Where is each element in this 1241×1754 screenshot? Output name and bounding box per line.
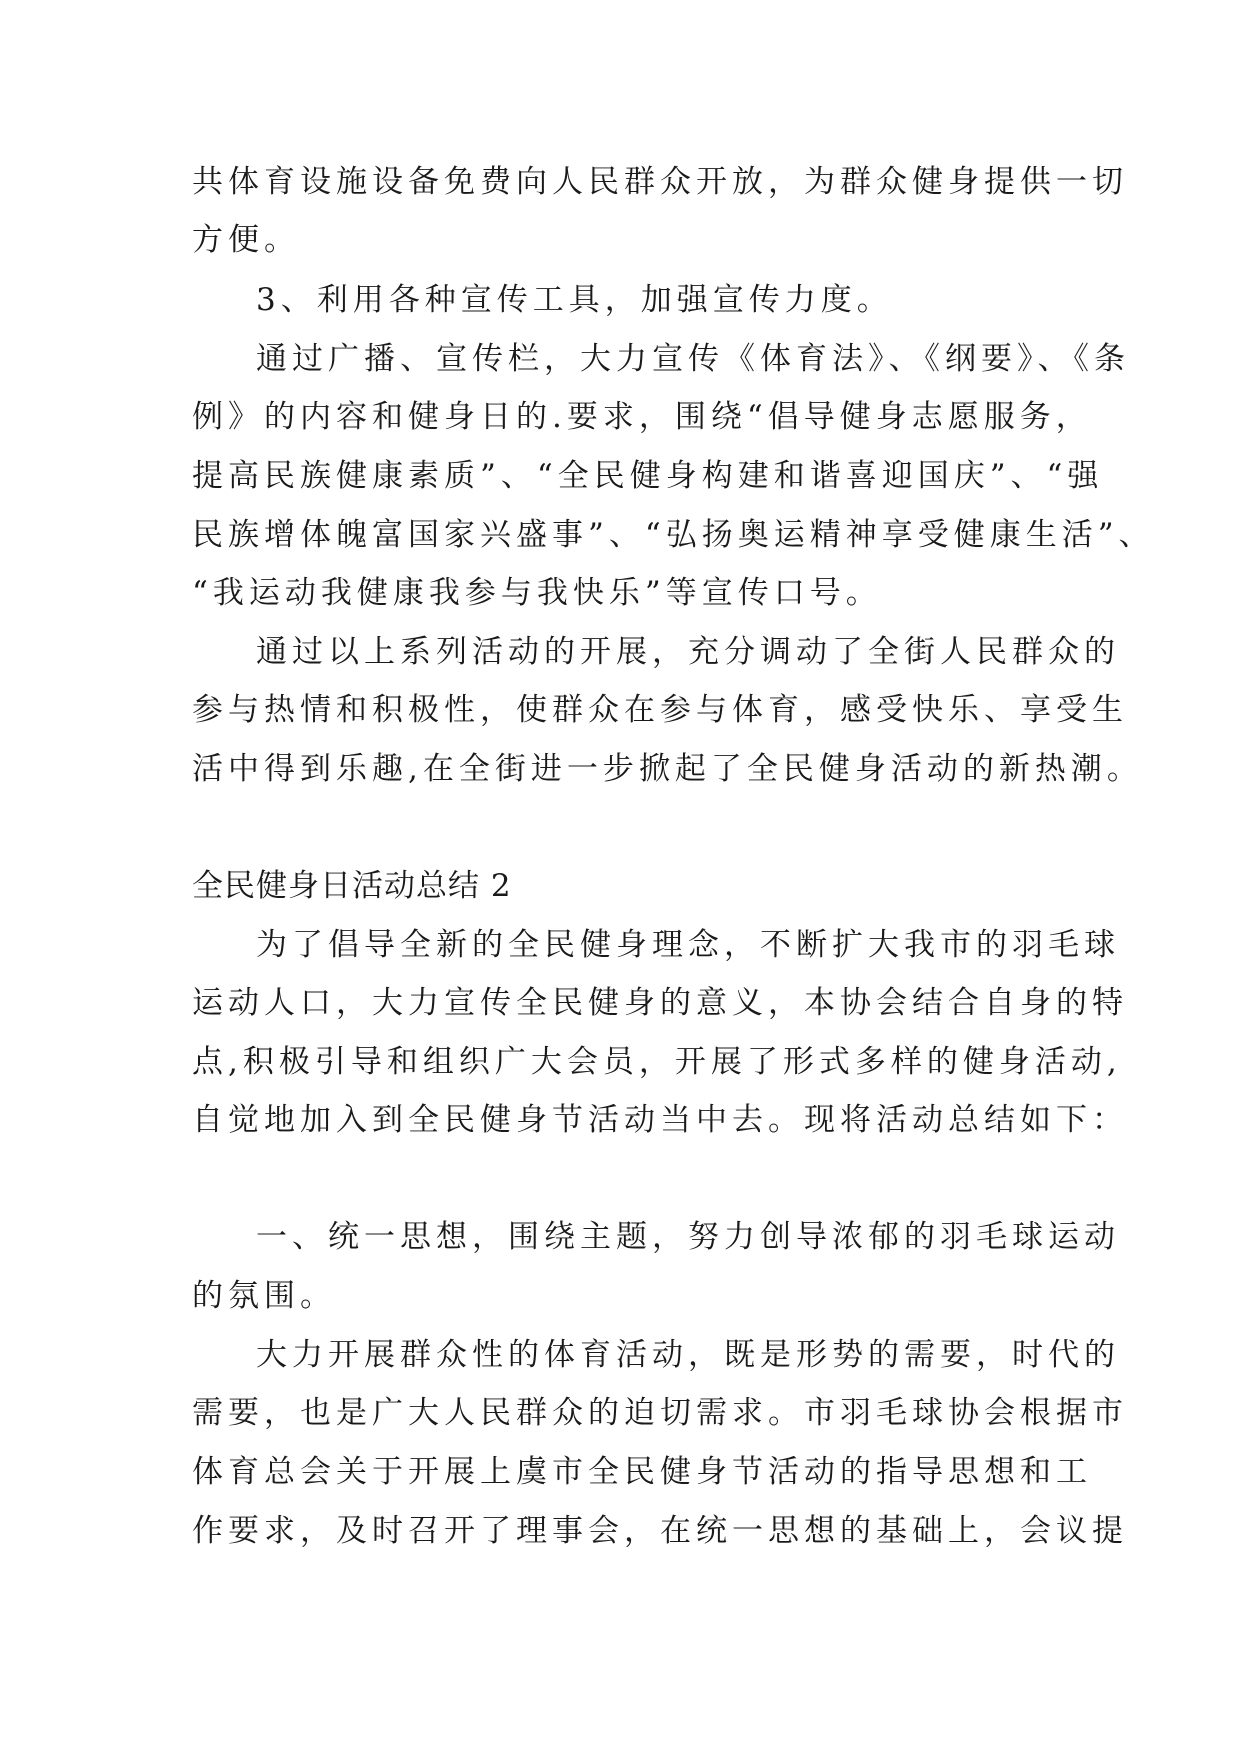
paragraph-line: 运动人口，大力宣传全民健身的意义，本协会结合自身的特	[192, 985, 1128, 1021]
section-heading-line: 的氛围。	[192, 1278, 336, 1314]
section-heading-line: 3、利用各种宣传工具，加强宣传力度。	[256, 282, 893, 318]
paragraph-line: 为了倡导全新的全民健身理念，不断扩大我市的羽毛球	[256, 927, 1120, 963]
section-heading-line: 一、统一思想，围绕主题，努力创导浓郁的羽毛球运动	[256, 1219, 1120, 1255]
paragraph-line: 共体育设施设备免费向人民群众开放，为群众健身提供一切	[192, 164, 1128, 200]
paragraph-line: 例》的内容和健身日的.要求，围绕“倡导健身志愿服务，	[192, 399, 1092, 435]
paragraph-line: 大力开展群众性的体育活动，既是形势的需要，时代的	[256, 1337, 1120, 1373]
paragraph-line: 通过以上系列活动的开展，充分调动了全街人民群众的	[256, 634, 1120, 670]
paragraph-line: 活中得到乐趣,在全街进一步掀起了全民健身活动的新热潮。	[192, 751, 1143, 787]
paragraph-line: “我运动我健康我参与我快乐”等宣传口号。	[192, 575, 882, 611]
section-title: 全民健身日活动总结 2	[192, 868, 512, 904]
paragraph-line: 自觉地加入到全民健身节活动当中去。现将活动总结如下：	[192, 1102, 1128, 1138]
paragraph-line: 参与热情和积极性，使群众在参与体育，感受快乐、享受生	[192, 692, 1128, 728]
paragraph-line: 作要求，及时召开了理事会，在统一思想的基础上，会议提	[192, 1513, 1128, 1549]
paragraph-line: 民族增体魄富国家兴盛事”、“弘扬奥运精神享受健康生活”、	[192, 517, 1155, 553]
paragraph-line: 方便。	[192, 222, 300, 258]
paragraph-line: 通过广播、宣传栏，大力宣传《体育法》、《纲要》、《条	[256, 341, 1130, 377]
paragraph-line: 点,积极引导和组织广大会员，开展了形式多样的健身活动,	[192, 1044, 1122, 1080]
paragraph-line: 提高民族健康素质”、“全民健身构建和谐喜迎国庆”、“强	[192, 458, 1104, 494]
paragraph-line: 体育总会关于开展上虞市全民健身节活动的指导思想和工	[192, 1454, 1092, 1490]
paragraph-line: 需要，也是广大人民群众的迫切需求。市羽毛球协会根据市	[192, 1395, 1128, 1431]
